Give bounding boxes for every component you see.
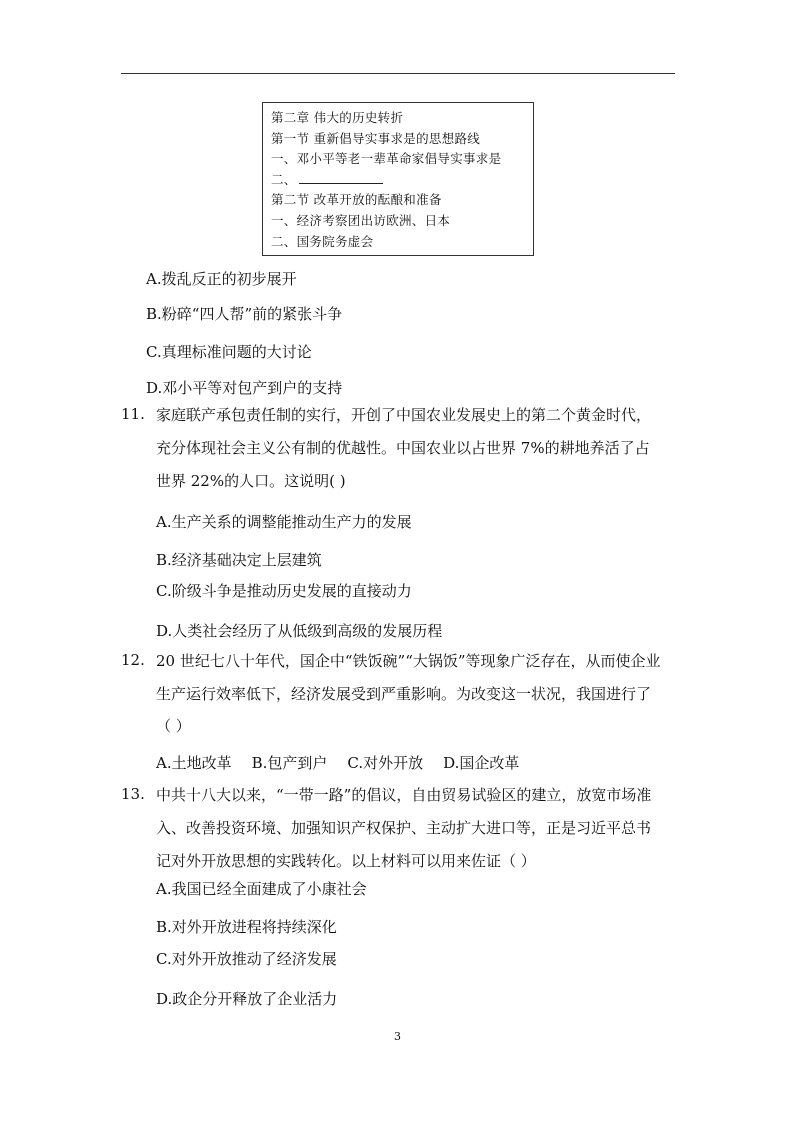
q11-stem-line: 世界 22%的人口。这说明( ) bbox=[156, 472, 346, 490]
fill-in-blank bbox=[299, 170, 383, 184]
outline-line: 第一节 重新倡导实事求是的思想路线 bbox=[271, 130, 481, 146]
outline-line: 二、 bbox=[271, 171, 297, 187]
outline-line: 第二章 伟大的历史转折 bbox=[271, 110, 404, 125]
q13-number: 13. bbox=[121, 785, 145, 803]
q12-number: 12. bbox=[121, 651, 145, 669]
q11-option-d: D.人类社会经历了从低级到高级的发展历程 bbox=[156, 622, 443, 640]
outline-line: 一、邓小平等老一辈革命家倡导实事求是 bbox=[271, 151, 502, 167]
q13-stem-line: 记对外开放思想的实践转化。以上材料可以用来佐证（ ） bbox=[156, 852, 536, 870]
q11-stem-line: 家庭联产承包责任制的实行，开创了中国农业发展史上的第二个黄金时代， bbox=[156, 406, 652, 424]
q13-option-b: B.对外开放进程将持续深化 bbox=[156, 918, 337, 936]
q12-stem-line: 生产运行效率低下，经济发展受到严重影响。为改变这一状况，我国进行了 bbox=[156, 685, 652, 703]
q11-option-b: B.经济基础决定上层建筑 bbox=[156, 551, 322, 569]
outline-line-with-blank bbox=[271, 170, 527, 191]
q13-option-c: C.对外开放推动了经济发展 bbox=[156, 950, 337, 968]
q13-stem-line: 入、改善投资环境、加强知识产权保护、主动扩大进口等，正是习近平总书 bbox=[156, 819, 652, 837]
q12-option-b: B.包产到户 bbox=[251, 754, 328, 772]
page-number: 3 bbox=[394, 1030, 401, 1043]
q12-stem-line: （ ） bbox=[156, 717, 191, 735]
q12-option-d: D.国企改革 bbox=[443, 754, 520, 772]
outline-line: 一、经济考察团出访欧洲、日本 bbox=[271, 212, 451, 228]
outline-line: 二、国务院务虚会 bbox=[271, 233, 374, 249]
q12-options-row bbox=[156, 752, 539, 773]
q12-option-c: C.对外开放 bbox=[347, 754, 424, 772]
q10-option-d: D.邓小平等对包产到户的支持 bbox=[146, 379, 343, 397]
q13-stem-line: 中共十八大以来，“一带一路”的倡议，自由贸易试验区的建立，放宽市场准 bbox=[156, 786, 652, 804]
q10-option-a: A.拨乱反正的初步展开 bbox=[146, 270, 297, 288]
q11-option-c: C.阶级斗争是推动历史发展的直接动力 bbox=[156, 582, 412, 600]
q13-option-d: D.政企分开释放了企业活力 bbox=[156, 990, 338, 1008]
q11-stem-line: 充分体现社会主义公有制的优越性。中国农业以占世界 7%的耕地养活了占 bbox=[156, 439, 650, 457]
chapter-outline-box bbox=[262, 102, 534, 256]
q13-option-a: A.我国已经全面建成了小康社会 bbox=[156, 880, 367, 898]
q11-number: 11. bbox=[121, 405, 145, 423]
q10-option-b: B.粉碎“四人帮”前的紧张斗争 bbox=[146, 305, 343, 323]
outline-line: 第二节 改革开放的酝酿和准备 bbox=[271, 192, 442, 208]
q12-option-a: A.土地改革 bbox=[156, 754, 232, 772]
q11-option-a: A.生产关系的调整能推动生产力的发展 bbox=[156, 513, 412, 531]
q10-option-c: C.真理标准问题的大讨论 bbox=[146, 343, 312, 361]
q12-stem-line: 20 世纪七八十年代，国企中“铁饭碗”“大锅饭”等现象广泛存在，从而使企业 bbox=[156, 652, 661, 670]
header-rule bbox=[121, 73, 675, 74]
